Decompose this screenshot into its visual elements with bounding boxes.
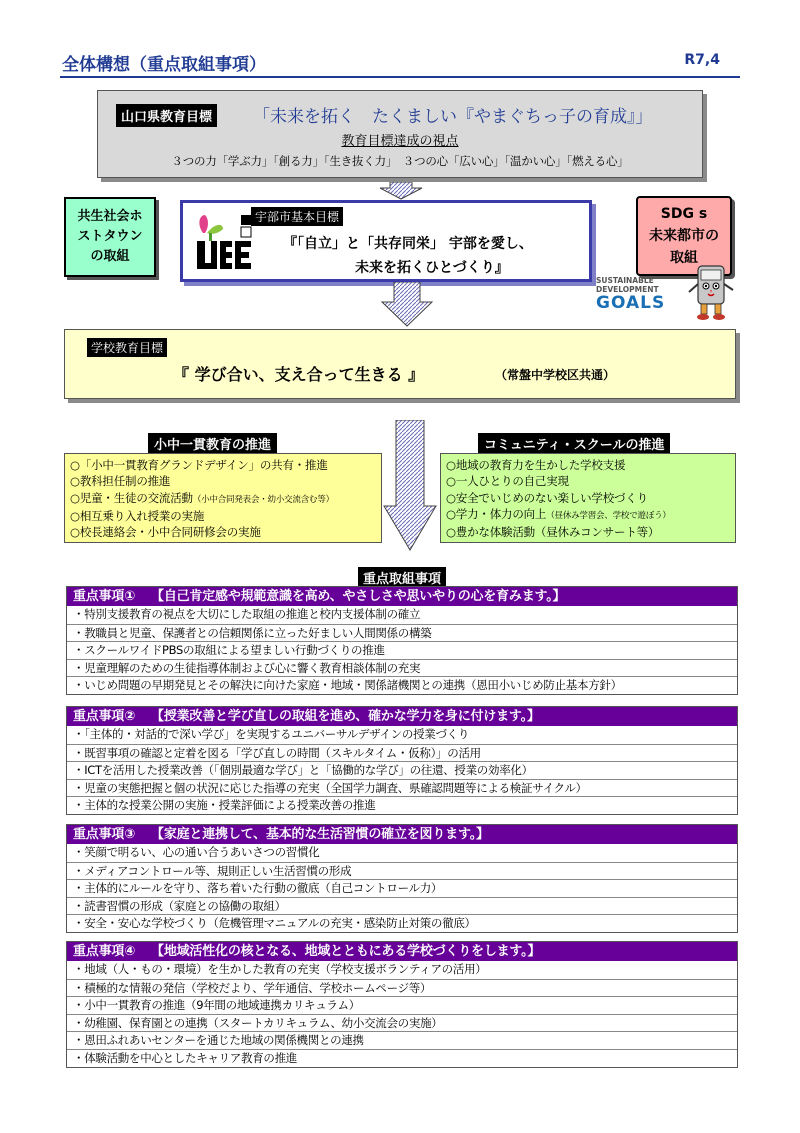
list-item: ・既習事項の確認と定着を図る「学び直しの時間（スキルタイム・仮称）」の活用 <box>67 744 737 762</box>
focus-section-2 <box>66 706 738 815</box>
list-item: ・幼稚園、保育園との連携（スタートカリキュラム、幼小交流会の実施） <box>67 1014 737 1032</box>
inclusive-society-box <box>64 197 156 277</box>
focus-section-1 <box>66 586 738 695</box>
sdg-logo-line2: DEVELOPMENT <box>596 285 659 294</box>
city-motto-line1: 『「自立」と「共存同栄」 宇部を愛し、 <box>283 236 533 252</box>
mascot-icon <box>686 262 736 322</box>
list-item: ・積極的な情報の発信（学校だより、学年通信、学校ホームページ等） <box>67 979 737 997</box>
sdgs-line2: 未来都市の <box>649 228 719 244</box>
prefecture-goal-box <box>97 90 703 178</box>
down-arrow-icon <box>380 282 434 328</box>
elementary-junior-integrated-panel <box>64 453 382 543</box>
list-item: ・安全・安心な学校づくり（危機管理マニュアルの充実・感染防止対策の徹底） <box>67 914 737 932</box>
list-item-note: （昼休み学習会、学校で遊ぼう） <box>546 510 671 521</box>
inclusive-society-line3: の取組 <box>90 249 130 264</box>
list-item: ○教科担任制の推進 <box>70 474 171 489</box>
city-motto-line2: 未来を拓くひとづくり』 <box>355 260 509 276</box>
sdg-logo-goals: GOALS <box>596 293 666 313</box>
list-item: ○豊かな体験活動（昼休みコンサート等） <box>446 525 660 540</box>
school-motto: 『 学び合い、支え合って生きる 』 <box>173 365 425 384</box>
list-item: ○学力・体力の向上（昼休み学習会、学校で遊ぼう） <box>446 506 671 521</box>
prefecture-subtitle: 教育目標達成の視点 <box>341 134 459 149</box>
list-item: ○「小中一貫教育グランドデザイン」の共有・推進 <box>70 458 328 472</box>
section-header: 重点事項③ 【家庭と連携して、基本的な生活習慣の確立を図ります。】 <box>67 825 737 844</box>
list-item: ・恩田ふれあいセンターを通じた地域の関係機関との連携 <box>67 1031 737 1049</box>
page-title: 全体構想（重点取組事項） <box>62 55 266 75</box>
list-item: ・児童理解のための生徒指導体制および心に響く教育相談体制の充実 <box>67 659 737 677</box>
sdgs-line1: SDG s <box>660 206 708 222</box>
list-item: ・主体的な授業公開の実施・授業評価による授業改善の推進 <box>67 796 737 814</box>
ube-logo-icon <box>193 211 255 275</box>
list-item: ・スクールワイドPBSの取組による望ましい行動づくりの推進 <box>67 641 737 659</box>
focus-section-4 <box>66 941 738 1068</box>
list-item: ○一人ひとりの自己実現 <box>446 474 569 489</box>
list-item-note: （小中合同発表会・幼小交流含む等） <box>192 494 334 505</box>
school-goal-label: 学校教育目標 <box>87 338 167 357</box>
list-item: ・児童の実態把握と個の状況に応じた指導の充実（全国学力調査、県確認問題等による検証サイクル） <box>67 779 737 797</box>
down-arrow-icon <box>378 182 424 200</box>
list-item: ・「主体的・対話的で深い学び」を実現するユニバーサルデザインの授業づくり <box>73 727 470 741</box>
right-panel-title: コミュニティ・スクールの推進 <box>478 433 670 454</box>
focus-items-heading: 重点取組事項 <box>358 567 446 588</box>
list-item: ○児童・生徒の交流活動（小中合同発表会・幼小交流含む等） <box>70 490 334 505</box>
community-school-panel <box>440 453 736 543</box>
list-item: ○安全でいじめのない楽しい学校づくり <box>446 490 648 505</box>
list-item: ・地域（人・もの・環境）を生かした教育の充実（学校支援ボランティアの活用） <box>73 962 487 976</box>
page-date: R7,4 <box>684 52 720 68</box>
section-header: 重点事項④ 【地域活性化の核となる、地域とともにある学校づくりをします。】 <box>67 942 737 961</box>
section-header: 重点事項① 【自己肯定感や規範意識を高め、やさしさや思いやりの心を育みます。】 <box>67 587 737 606</box>
sdg-goals-logo <box>596 276 666 316</box>
sdgs-line3: 取組 <box>670 250 698 266</box>
list-item: ○地域の教育力を生かした学校支援 <box>446 458 626 472</box>
city-goal-box <box>180 200 592 282</box>
list-item: ・教職員と児童、保護者との信頼関係に立った好ましい人間関係の構築 <box>67 624 737 642</box>
list-item: ・主体的にルールを守り、落ち着いた行動の徹底（自己コントロール力） <box>67 879 737 897</box>
school-motto-note: （常盤中学校区共通） <box>495 368 616 382</box>
list-item: ・ICTを活用した授業改善（「個別最適な学び」と「協働的な学び」の往還、授業の効率化） <box>67 761 737 779</box>
section-header: 重点事項② 【授業改善と学び直しの取組を進め、確かな学力を身に付けます。】 <box>67 707 737 726</box>
left-panel-title: 小中一貫教育の推進 <box>148 433 277 454</box>
prefecture-motto: 「未来を拓く たくましい『やまぐちっ子の育成』」 <box>253 107 653 127</box>
sdg-logo-line1: SUSTAINABLE <box>596 276 654 285</box>
header-divider <box>60 76 740 78</box>
list-item: ・いじめ問題の早期発見とその解決に向けた家庭・地域・関係諸機関との連携（恩田小いじめ防止基本方針） <box>67 676 737 694</box>
list-item: ・メディアコントロール等、規則正しい生活習慣の形成 <box>67 862 737 880</box>
city-goal-label: 宇部市基本目標 <box>251 207 343 226</box>
inclusive-society-line2: ストタウン <box>77 229 143 244</box>
list-item: ・体験活動を中心としたキャリア教育の推進 <box>67 1049 737 1067</box>
focus-section-3 <box>66 824 738 933</box>
inclusive-society-line1: 共生社会ホ <box>77 209 143 224</box>
list-item: ・特別支援教育の視点を大切にした取組の推進と校内支援体制の確立 <box>73 607 421 621</box>
list-item: ○相互乗り入れ授業の実施 <box>70 508 205 523</box>
list-item: ・小中一貫教育の推進（9年間の地域連携カリキュラム） <box>67 996 737 1014</box>
list-item: ○校長連絡会・小中合同研修会の実施 <box>70 525 261 540</box>
list-item: ・笑顔で明るい、心の通い合うあいさつの習慣化 <box>73 845 320 859</box>
school-goal-box <box>64 329 736 399</box>
down-arrow-icon <box>382 420 438 552</box>
prefecture-goal-label: 山口県教育目標 <box>116 104 217 127</box>
list-item: ・読書習慣の形成（家庭との協働の取組） <box>67 897 737 915</box>
prefecture-viewpoints: ３つの力「学ぶ力」「創る力」「生き抜く力」 ３つの心「広い心」「温かい心」「燃える心」 <box>171 154 629 168</box>
